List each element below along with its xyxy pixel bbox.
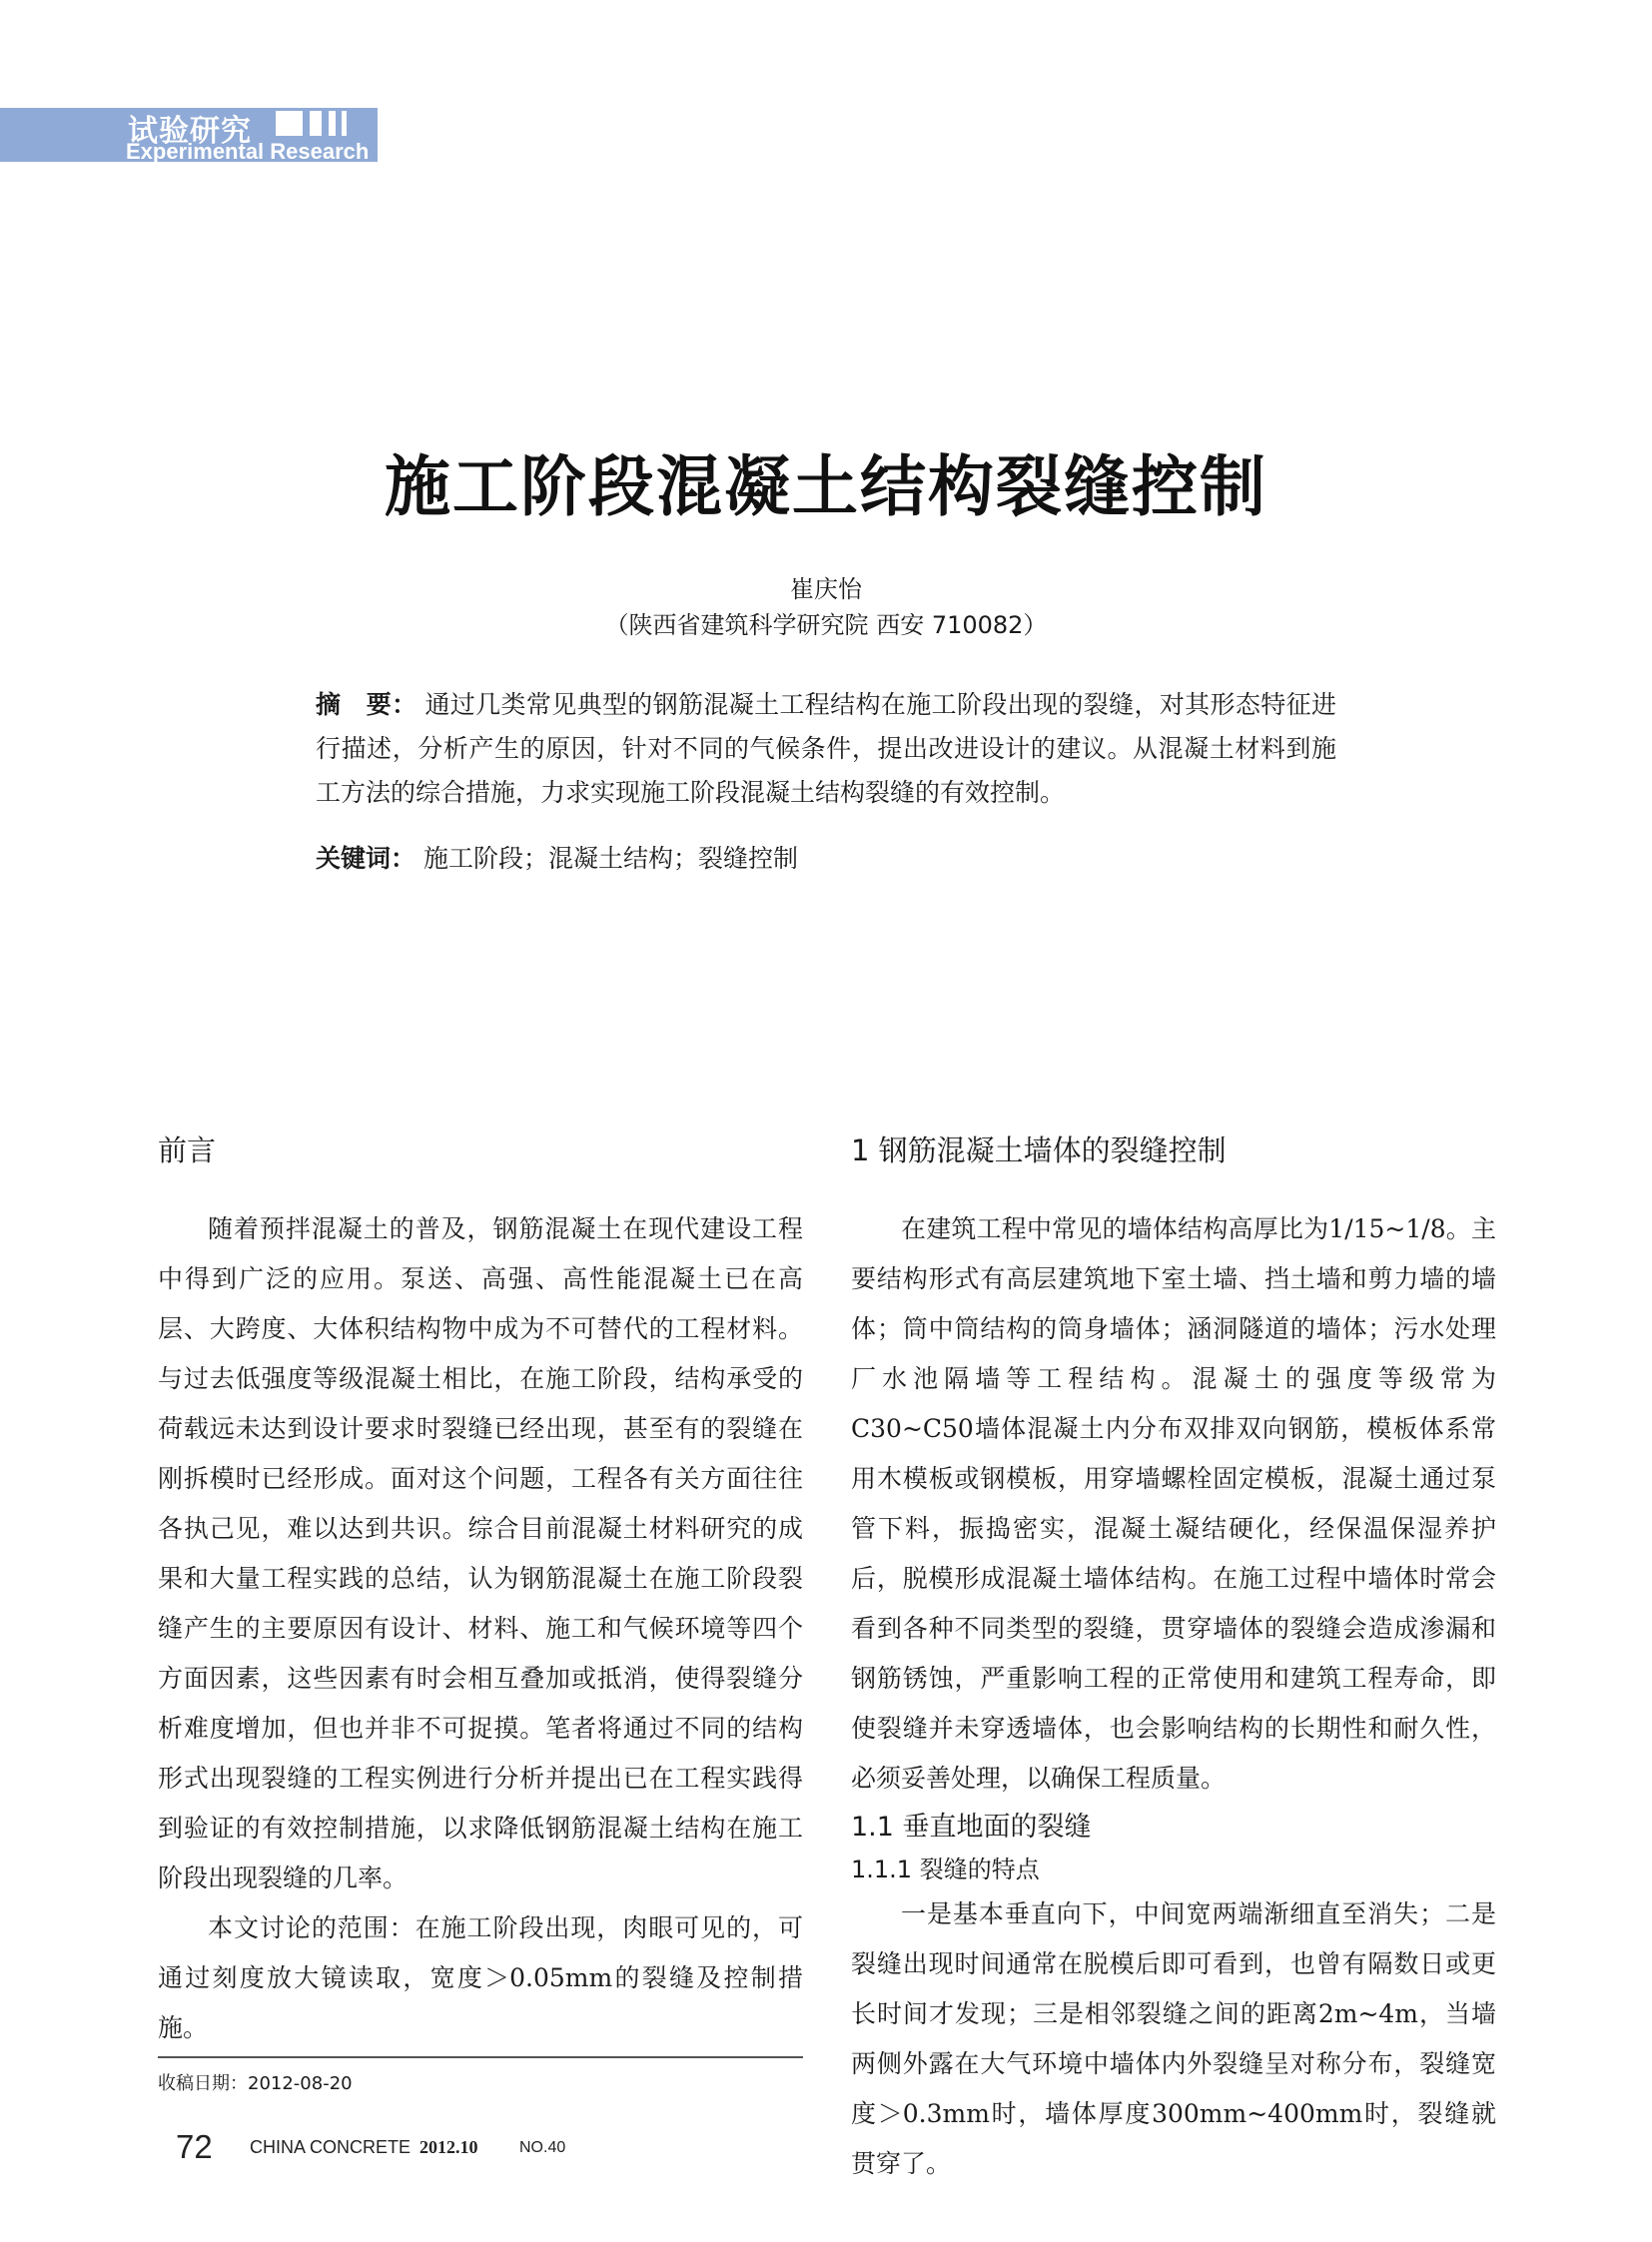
received-date: 收稿日期：2012-08-20: [158, 2073, 353, 2094]
author-name: 崔庆怡: [790, 575, 862, 603]
journal-number: NO.40: [519, 2139, 566, 2156]
section-label-cn: 试验研究: [128, 114, 252, 149]
section-label-en: Experimental Research: [126, 139, 370, 164]
section-1-1-1-paragraph: 一是基本垂直向下，中间宽两端渐细直至消失；二是裂缝出现时间通常在脱模后即可看到，也曾有隔数日或更长时间才发现；三是相邻裂缝之间的距离2m~4m，当墙两侧外露在大气环境中墙体内外裂缝呈对称分布，裂缝宽度＞0.3mm时，墙体厚度300mm~400mm时，裂缝就贯穿了。: [851, 1899, 1496, 2178]
preface-paragraph-2: 本文讨论的范围：在施工阶段出现，肉眼可见的，可通过刻度放大镜读取，宽度＞0.05mm的裂缝及控制措施。: [158, 1913, 803, 2042]
section-1-paragraph: 在建筑工程中常见的墙体结构高厚比为1/15~1/8。主要结构形式有高层建筑地下室土墙、挡土墙和剪力墙的墙体；筒中筒结构的筒身墙体；涵洞隧道的墙体；污水处理厂水池隔墙等工程结构。混凝土的强度等级常为C30~C50墙体混凝土内分布双排双向钢筋，模板体系常用木模板或钢模板，用穿墙螺栓固定模板，混凝土通过泵管下料，振捣密实，混凝土凝结硬化，经保温保湿养护后，脱模形成混凝土墙体结构。在施工过程中墙体时常会看到各种不同类型的裂缝，贯穿墙体的裂缝会造成渗漏和钢筋锈蚀，严重影响工程的正常使用和建筑工程寿命，即使裂缝并未穿透墙体，也会影响结构的长期性和耐久性，必须妥善处理，以确保工程质量。: [851, 1214, 1496, 1793]
subsubsection-heading-1-1-1: 1.1.1 裂缝的特点: [851, 1856, 1040, 1883]
abstract: [316, 683, 1336, 815]
keywords-label: 关键词：: [316, 844, 416, 873]
author-affiliation: （陕西省建筑科学研究院 西安 710082）: [604, 611, 1048, 639]
right-column: [851, 1121, 1496, 2189]
abstract-text: 通过几类常见典型的钢筋混凝土工程结构在施工阶段出现的裂缝，对其形态特征进行描述，分析产生的原因，针对不同的气候条件，提出改进设计的建议。从混凝土材料到施工方法的综合措施，力求实现施工阶段混凝土结构裂缝的有效控制。: [316, 690, 1336, 807]
keywords: [316, 837, 1336, 881]
footnote-divider: [158, 2056, 803, 2058]
journal-issue: 2012.10: [419, 2137, 478, 2157]
journal-name: CHINA CONCRETE: [250, 2137, 412, 2157]
section-heading-preface: 前言: [158, 1133, 217, 1167]
page-number: 72: [176, 2128, 213, 2165]
abstract-label: 摘 要：: [316, 690, 417, 719]
subsection-heading-1-1: 1.1 垂直地面的裂缝: [851, 1812, 1092, 1843]
article-title: 施工阶段混凝土结构裂缝控制: [385, 448, 1267, 525]
keywords-text: 施工阶段；混凝土结构；裂缝控制: [423, 844, 799, 873]
section-heading-1: 1 钢筋混凝土墙体的裂缝控制: [851, 1133, 1227, 1167]
preface-paragraph-1: 随着预拌混凝土的普及，钢筋混凝土在现代建设工程中得到广泛的应用。泵送、高强、高性能混凝土已在高层、大跨度、大体积结构物中成为不可替代的工程材料。与过去低强度等级混凝土相比，在施工阶段，结构承受的荷载远未达到设计要求时裂缝已经出现，甚至有的裂缝在刚拆模时已经形成。面对这个问题，工程各有关方面往往各执己见，难以达到共识。综合目前混凝土材料研究的成果和大量工程实践的总结，认为钢筋混凝土在施工阶段裂缝产生的主要原因有设计、材料、施工和气候环境等四个方面因素，这些因素有时会相互叠加或抵消，使得裂缝分析难度增加，但也并非不可捉摸。笔者将通过不同的结构形式出现裂缝的工程实例进行分析并提出已在工程实践得到验证的有效控制措施，以求降低钢筋混凝土结构在施工阶段出现裂缝的几率。: [158, 1214, 803, 1892]
left-column: [158, 1121, 803, 2053]
